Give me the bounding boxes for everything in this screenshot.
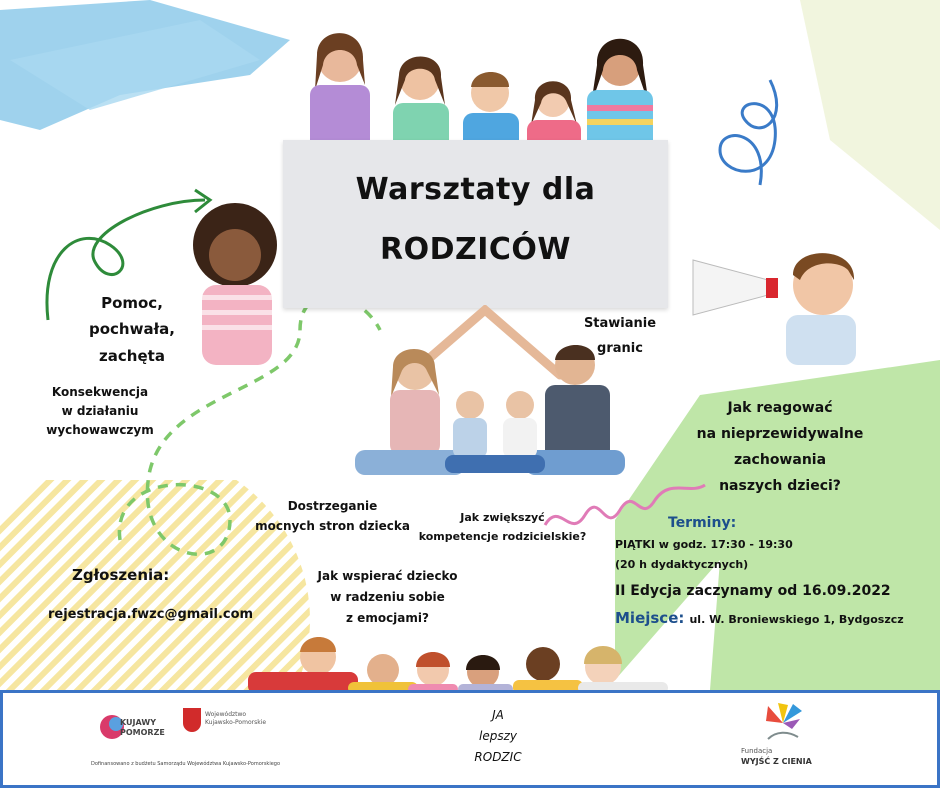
edition-start: II Edycja zaczynamy od 16.09.2022 <box>615 583 891 599</box>
foundation-name: WYJŚĆ Z CIENIA <box>741 757 812 766</box>
topic-wspierac <box>300 566 475 629</box>
terms-hours: (20 h dydaktycznych) <box>615 558 749 571</box>
topic-dostrzeganie <box>245 496 420 537</box>
funding-note: Dofinansowano z budżetu Samorządu Województwa Kujawsko-Pomorskiego <box>91 761 281 767</box>
kujawy-pomorze-logo <box>98 708 168 748</box>
kujawy-logo-line: KUJAWY <box>120 718 156 727</box>
topic-reagowac-line: naszych dzieci? <box>719 477 841 494</box>
topic-konsekwencja-line: wychowawczym <box>46 423 154 438</box>
children-bottom-row <box>248 632 668 694</box>
blue-curl <box>720 80 777 185</box>
topic-reagowac <box>680 396 880 500</box>
coat-of-arms-icon <box>183 708 201 732</box>
voivodeship-logo-text <box>205 711 266 727</box>
topic-konsekwencja-line: w działaniu <box>61 404 139 419</box>
topic-wspierac-line: z emocjami? <box>346 611 429 625</box>
slogan-line: JA <box>492 708 504 722</box>
topic-pomoc-line: Pomoc, <box>101 294 163 312</box>
title-board <box>283 140 668 308</box>
slogan-line: lepszy <box>479 729 517 743</box>
topic-stawianie-line: granic <box>597 340 643 356</box>
registration-label: Zgłoszenia: <box>72 566 170 584</box>
topic-pomoc-line: zachęta <box>99 346 165 365</box>
children-top-group <box>295 15 665 155</box>
topic-pomoc <box>72 290 192 369</box>
footer <box>0 690 940 788</box>
megaphone-boy-image <box>688 240 858 365</box>
terms-days: PIĄTKI w godz. 17:30 - 19:30 <box>615 538 793 551</box>
kujawy-logo-line: POMORZE <box>120 727 165 737</box>
topic-reagowac-line: zachowania <box>733 451 827 468</box>
place-label: Miejsce: <box>615 609 685 627</box>
place-line <box>615 608 904 630</box>
butterfly-logo-icon <box>758 701 808 743</box>
child-5 <box>587 39 653 155</box>
child-1 <box>310 33 370 155</box>
topic-stawianie-line: Stawianie <box>583 316 657 331</box>
registration-email[interactable]: rejestracja.fwzc@gmail.com <box>48 607 254 622</box>
voivodeship-logo-line: Województwo <box>205 711 247 718</box>
terms-label: Terminy: <box>668 515 737 531</box>
place-address: ul. W. Broniewskiego 1, Bydgoszcz <box>689 613 904 626</box>
topic-pomoc-line: pochwała, <box>89 320 175 339</box>
title-line-2: RODZICÓW <box>379 232 572 267</box>
foundation-small-label: Fundacja <box>741 747 773 755</box>
kujawy-logo-text <box>120 718 165 737</box>
topic-wspierac-line: w radzeniu sobie <box>330 590 445 604</box>
topic-konsekwencja-line: Konsekwencja <box>51 385 149 399</box>
topic-zwiekszyc-line: kompetencje rodzicielskie? <box>418 530 587 544</box>
topic-stawianie <box>565 312 675 361</box>
title-line-1: Warsztaty dla <box>355 172 596 207</box>
thinking-girl-image <box>180 195 290 365</box>
topic-zwiekszyc <box>405 508 600 547</box>
topic-reagowac-line: Jak reagować <box>727 400 833 416</box>
light-green-shape <box>800 0 940 230</box>
topic-zwiekszyc-line: Jak zwiększyć <box>460 511 545 524</box>
footer-slogan <box>458 705 538 768</box>
slogan-line: RODZIC <box>474 750 522 764</box>
topic-wspierac-line: Jak wspierać dziecko <box>317 569 458 583</box>
topic-dostrzeganie-line: mocnych stron dziecka <box>255 519 410 534</box>
topic-dostrzeganie-line: Dostrzeganie <box>287 499 378 513</box>
topic-reagowac-line: na nieprzewidywalne <box>696 425 864 442</box>
topic-konsekwencja <box>40 383 160 441</box>
voivodeship-logo-line: Kujawsko-Pomorskie <box>205 718 267 726</box>
